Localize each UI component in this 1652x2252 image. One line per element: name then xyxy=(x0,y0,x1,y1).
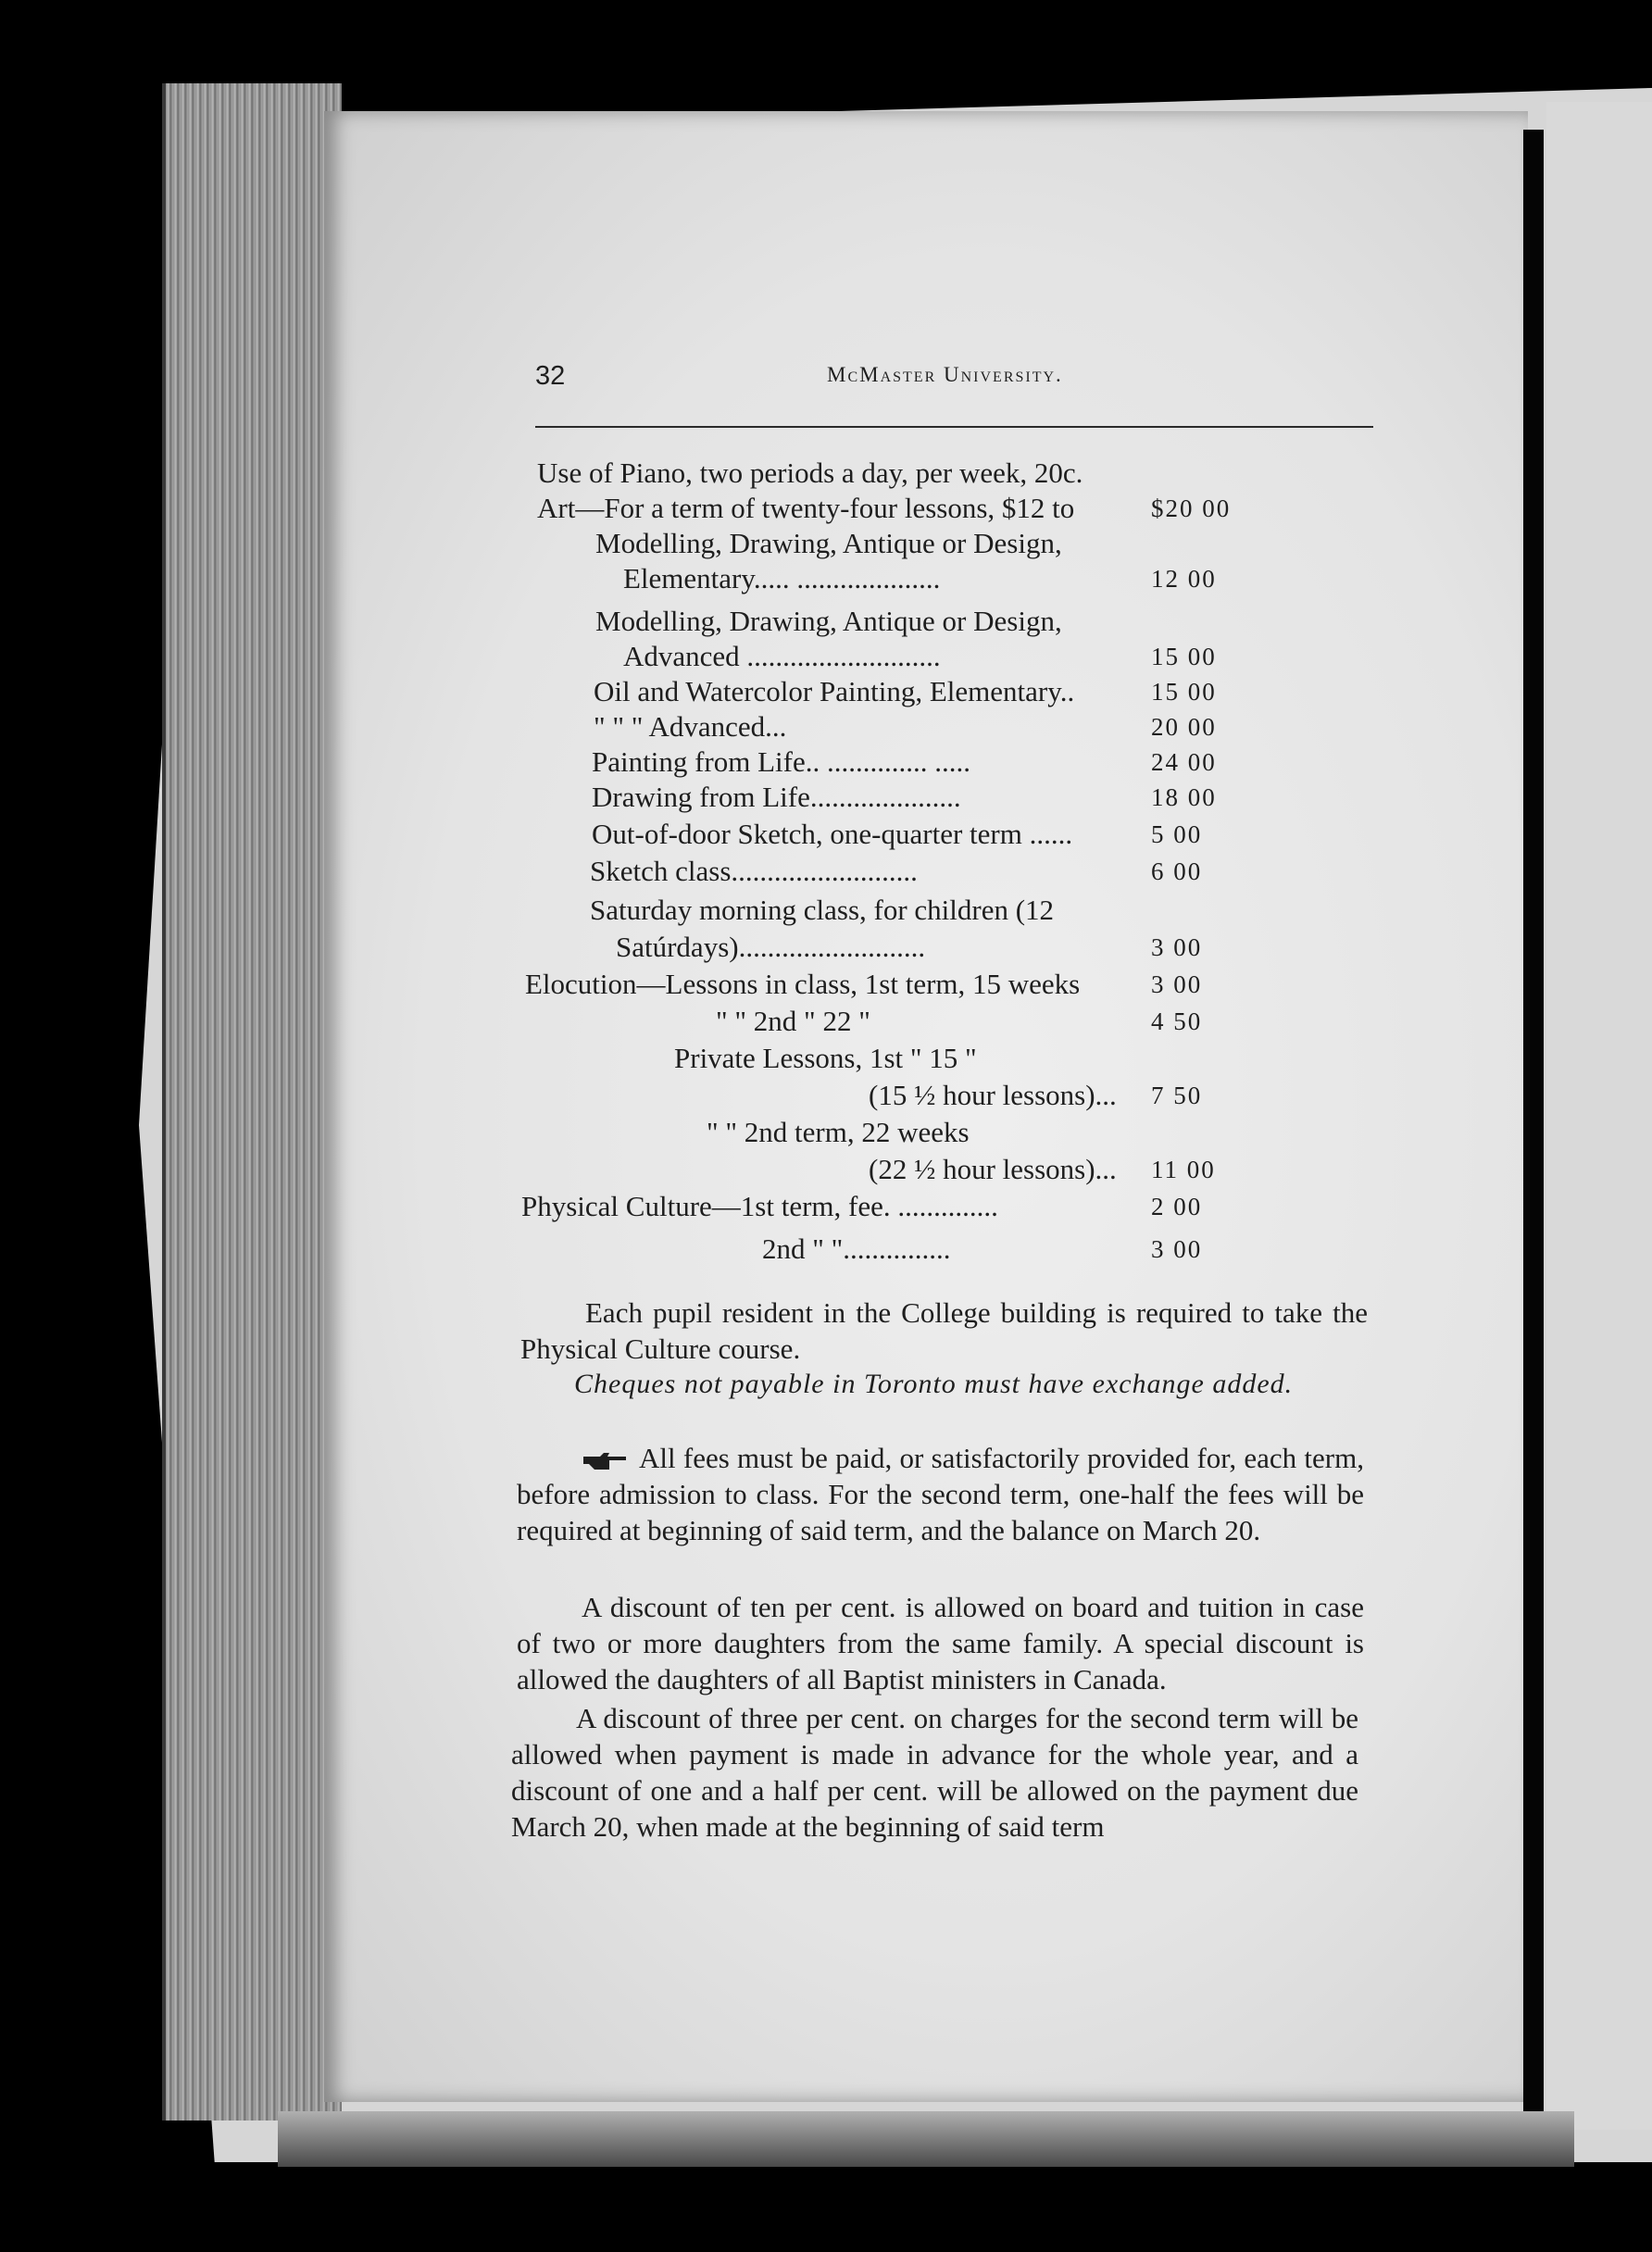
fee-amount: 3 00 xyxy=(1151,1235,1203,1263)
fee-amount: 15 00 xyxy=(1151,678,1217,706)
fee-amount: 4 50 xyxy=(1151,1007,1203,1035)
fee-label: Drawing from Life..................... xyxy=(592,781,961,813)
fee-row xyxy=(521,1189,1447,1224)
fee-amount: 3 00 xyxy=(1151,970,1203,998)
fee-row xyxy=(521,639,1447,674)
fee-label: " " 2nd " 22 " xyxy=(716,1005,870,1037)
fee-amount: 15 00 xyxy=(1151,643,1217,670)
fee-row xyxy=(521,561,1447,596)
fee-amount: 7 50 xyxy=(1151,1082,1203,1109)
fee-row xyxy=(521,526,1447,561)
fee-row xyxy=(521,780,1447,815)
fee-label: Satúrdays).......................... xyxy=(616,931,926,963)
fee-amount: 12 00 xyxy=(1151,565,1217,593)
fee-label: Oil and Watercolor Painting, Elementary.. xyxy=(594,675,1075,707)
running-title: McMaster University. xyxy=(827,363,1063,386)
fee-label: Art—For a term of twenty-four lessons, $12 to xyxy=(537,492,1075,524)
fee-amount: 3 00 xyxy=(1151,933,1203,961)
discount-paragraph: A discount of ten per cent. is allowed on board and tuition in case of two or more daughters from the same family. A special discount is allowed the daughters of all Baptist ministers in Canada. xyxy=(517,1591,1364,1695)
fee-amount: 18 00 xyxy=(1151,783,1217,811)
fee-row xyxy=(521,893,1447,928)
fee-label: Modelling, Drawing, Antique or Design, xyxy=(595,527,1062,559)
fee-label: Use of Piano, two periods a day, per week, 20c. xyxy=(537,457,1083,489)
fee-label: 2nd " "............... xyxy=(762,1232,951,1265)
running-head xyxy=(535,361,1369,398)
fee-row xyxy=(521,967,1447,1002)
gutter-shadow xyxy=(1523,130,1544,2139)
fees-paragraph-text: All fees must be paid, or satisfactorily provided for, each term, before admission to class. For the second term, one-half the fees will be required at beginning of said term, and the balance on March 20. xyxy=(517,1442,1364,1546)
fee-row xyxy=(521,1115,1447,1150)
fee-label: Painting from Life.. .............. ..... xyxy=(592,745,970,778)
resident-note: Each pupil resident in the College building is required to take the Physical Culture course. xyxy=(520,1296,1368,1365)
header-rule xyxy=(535,426,1373,428)
pointing-hand-icon xyxy=(582,1442,639,1474)
fee-amount: 2 00 xyxy=(1151,1193,1203,1220)
fee-label: Elementary..... .................... xyxy=(623,562,941,594)
fee-label: Sketch class.......................... xyxy=(590,855,918,887)
fee-amount: 11 00 xyxy=(1151,1156,1216,1183)
fee-row xyxy=(521,1232,1447,1267)
fee-amount: 20 00 xyxy=(1151,713,1217,741)
fee-table xyxy=(521,456,1447,1270)
fee-label: Physical Culture—1st term, fee. .............. xyxy=(521,1190,998,1222)
fee-label: " " " Advanced... xyxy=(594,710,787,743)
fee-label: Modelling, Drawing, Antique or Design, xyxy=(595,605,1062,637)
fee-row xyxy=(521,744,1447,780)
advance-payment-paragraph: A discount of three per cent. on charges for the second term will be allowed when payment is made in advance for the whole year, and a discount of one and a half per cent. will be allowed on the payment due March 20, when made at the beginning of said term xyxy=(511,1702,1358,1843)
fee-row xyxy=(521,674,1447,709)
fee-row xyxy=(521,604,1447,639)
fee-row xyxy=(521,1004,1447,1039)
fee-row xyxy=(521,854,1447,889)
fee-row xyxy=(521,930,1447,965)
fee-row xyxy=(521,817,1447,852)
page-number: 32 xyxy=(535,361,566,391)
cheques-note: Cheques not payable in Toronto must have exchange added. xyxy=(574,1369,1294,1399)
fee-row xyxy=(521,456,1447,491)
fee-amount: 24 00 xyxy=(1151,748,1217,776)
fee-label: Saturday morning class, for children (12 xyxy=(590,894,1055,926)
fee-label: Out-of-door Sketch, one-quarter term ...... xyxy=(592,818,1073,850)
fee-amount: 6 00 xyxy=(1151,857,1203,885)
fee-label: (22 ½ hour lessons)... xyxy=(869,1153,1117,1185)
fee-label: Private Lessons, 1st " 15 " xyxy=(674,1042,977,1074)
fee-label: Advanced ........................... xyxy=(623,640,941,672)
fee-row xyxy=(521,709,1447,744)
facing-page xyxy=(1546,102,1652,2130)
fees-paragraph xyxy=(517,1440,1364,1548)
fee-row xyxy=(521,1078,1447,1113)
fee-row xyxy=(521,1041,1447,1076)
fee-label: Elocution—Lessons in class, 1st term, 15 weeks xyxy=(525,968,1081,1000)
fee-row xyxy=(521,1152,1447,1187)
page-edges xyxy=(162,83,342,2121)
fee-amount: $20 00 xyxy=(1151,494,1232,522)
fee-label: " " 2nd term, 22 weeks xyxy=(707,1116,970,1148)
fee-label: (15 ½ hour lessons)... xyxy=(869,1079,1117,1111)
fee-row xyxy=(521,491,1447,526)
bottom-edge xyxy=(278,2111,1574,2167)
fee-amount: 5 00 xyxy=(1151,820,1203,848)
